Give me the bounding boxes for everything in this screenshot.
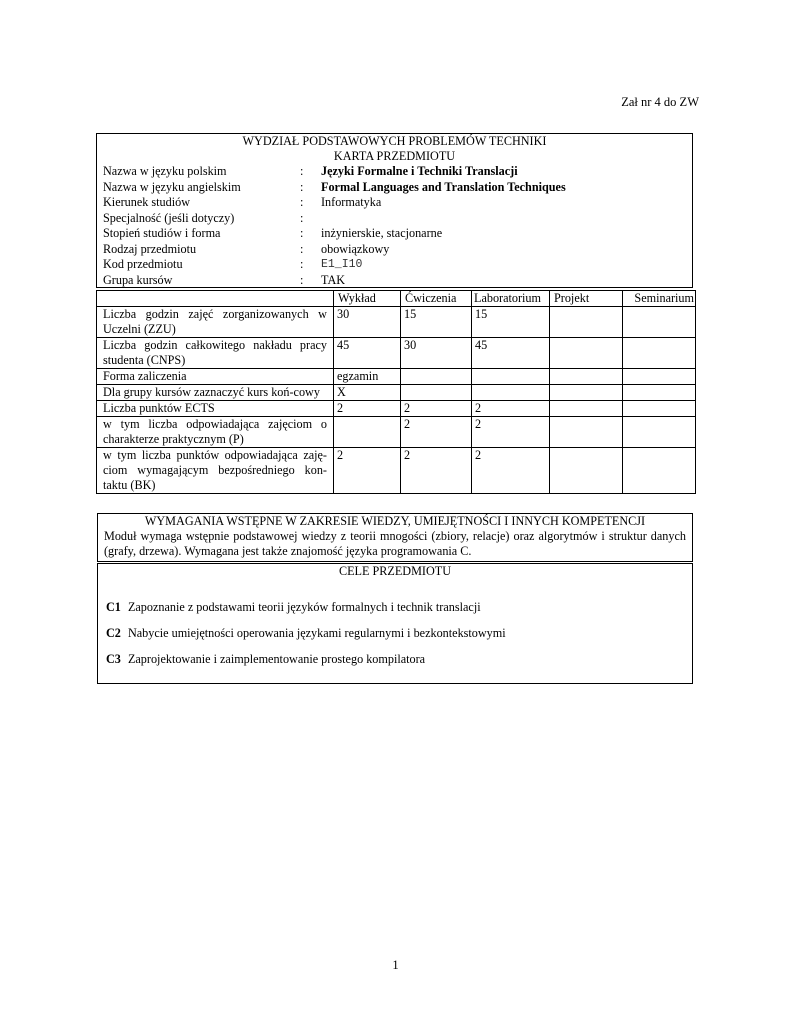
table-cell: 30: [334, 307, 401, 338]
table-cell: 15: [401, 307, 472, 338]
goal-text: Zapoznanie z podstawami teorii języków formalnych i technik translacji: [127, 600, 481, 614]
goal-code: C1: [106, 600, 121, 614]
field-course-code: [97, 257, 692, 273]
table-cell: [623, 385, 696, 401]
table-cell: [550, 448, 623, 494]
table-cell: 2: [472, 417, 550, 448]
goal-code: C2: [106, 626, 121, 640]
goal-text: Nabycie umiejętności operowania językami regularnymi i bezkontekstowymi: [127, 626, 506, 640]
row-label: Forma zaliczenia: [97, 369, 334, 385]
table-cell: 2: [401, 448, 472, 494]
field-value: Formal Languages and Translation Techniques: [321, 179, 566, 194]
field-colon: :: [300, 241, 304, 256]
field-label: Nazwa w języku angielskim: [103, 179, 241, 194]
page-number: 1: [392, 958, 399, 972]
table-row: [97, 401, 696, 417]
prerequisites-title: WYMAGANIA WSTĘPNE W ZAKRESIE WIEDZY, UMIEJĘTNOŚCI I INNYCH KOMPETENCJI: [144, 514, 646, 528]
table-cell: [401, 385, 472, 401]
field-value: Informatyka: [321, 195, 382, 209]
table-row: [97, 385, 696, 401]
table-cell: 2: [334, 448, 401, 494]
annex-label: Zał nr 4 do ZW: [621, 95, 699, 109]
field-value: TAK: [321, 272, 346, 287]
table-cell: 2: [472, 448, 550, 494]
field-label: Rodzaj przedmiotu: [103, 241, 197, 256]
table-cell: [334, 417, 401, 448]
table-cell: [623, 448, 696, 494]
column-header: Projekt: [550, 291, 623, 307]
field-label: Stopień studiów i forma: [103, 226, 221, 240]
field-value: Języki Formalne i Techniki Translacji: [321, 164, 518, 178]
field-label: Kod przedmiotu: [103, 257, 183, 271]
row-label: Dla grupy kursów zaznaczyć kurs koń-cowy: [97, 385, 334, 401]
goal-item: [106, 626, 506, 641]
field-label: Specjalność (jeśli dotyczy): [103, 210, 235, 225]
field-colon: :: [300, 195, 304, 209]
row-label: Liczba godzin całkowitego nakładu pracy studenta (CNPS): [97, 338, 334, 369]
table-cell: 30: [401, 338, 472, 369]
table-cell: egzamin: [334, 369, 401, 385]
field-colon: :: [300, 272, 304, 287]
table-cell: 2: [401, 401, 472, 417]
table-cell: [472, 369, 550, 385]
field-specialization: [97, 211, 692, 227]
table-cell: [623, 417, 696, 448]
table-row: [97, 369, 696, 385]
field-english-name: [97, 180, 692, 196]
table-cell: 15: [472, 307, 550, 338]
column-header: Wykład: [334, 291, 401, 307]
field-degree-form: [97, 226, 692, 242]
table-row: [97, 417, 696, 448]
table-cell: [623, 401, 696, 417]
field-colon: :: [300, 257, 304, 271]
goal-item: [106, 600, 481, 615]
table-cell: 45: [334, 338, 401, 369]
table-cell: 2: [401, 417, 472, 448]
goal-code: C3: [106, 652, 121, 666]
field-colon: :: [300, 179, 304, 194]
field-label: Kierunek studiów: [103, 195, 190, 209]
column-header: Seminarium: [623, 291, 696, 307]
goals-title: CELE PRZEDMIOTU: [338, 564, 452, 578]
table-row: [97, 307, 696, 338]
column-header: Laboratorium: [472, 291, 550, 307]
table-cell: X: [334, 385, 401, 401]
prerequisites-box: [97, 513, 693, 562]
field-value: inżynierskie, stacjonarne: [321, 226, 443, 240]
table-cell: [550, 417, 623, 448]
table-cell: [623, 338, 696, 369]
field-value: obowiązkowy: [321, 241, 390, 256]
table-cell: 2: [472, 401, 550, 417]
hours-table: [96, 290, 696, 494]
column-header: Ćwiczenia: [401, 291, 472, 307]
header-empty-cell: [97, 291, 334, 307]
table-cell: [550, 307, 623, 338]
field-course-group: [97, 273, 692, 289]
course-header-box: [96, 133, 693, 288]
card-title: KARTA PRZEDMIOTU: [333, 149, 456, 163]
table-cell: 2: [334, 401, 401, 417]
row-label: Liczba godzin zajęć zorganizowanych w Uczelni (ZZU): [97, 307, 334, 338]
row-label: w tym liczba odpowiadająca zajęciom o charakterze praktycznym (P): [97, 417, 334, 448]
row-label: w tym liczba punktów odpowiadająca zaję-ciom wymagającym bezpośredniego kon-taktu (BK): [97, 448, 334, 494]
goal-text: Zaprojektowanie i zaimplementowanie prostego kompilatora: [127, 652, 426, 666]
table-cell: [550, 401, 623, 417]
row-label: Liczba punktów ECTS: [97, 401, 334, 417]
field-value: E1_I10: [321, 258, 363, 271]
table-header-row: [97, 291, 696, 307]
table-cell: [550, 369, 623, 385]
table-cell: 45: [472, 338, 550, 369]
field-course-type: [97, 242, 692, 258]
table-row: [97, 338, 696, 369]
field-polish-name: [97, 164, 692, 180]
table-cell: [623, 307, 696, 338]
field-label: Grupa kursów: [103, 272, 173, 287]
goal-item: [106, 652, 425, 667]
course-goals-box: [97, 563, 693, 684]
field-colon: :: [300, 226, 304, 240]
table-cell: [401, 369, 472, 385]
table-cell: [550, 385, 623, 401]
faculty-title: WYDZIAŁ PODSTAWOWYCH PROBLEMÓW TECHNIKI: [242, 134, 547, 148]
field-major: [97, 195, 692, 211]
field-label: Nazwa w języku polskim: [103, 164, 227, 178]
table-cell: [623, 369, 696, 385]
table-cell: [550, 338, 623, 369]
prerequisites-text: Moduł wymaga wstępnie podstawowej wiedzy z teorii mnogości (zbiory, relacje) oraz algorytmów i struktur danych (grafy, drzewa). Wymagana jest także znajomość języka programowania C.: [104, 529, 686, 558]
table-row: [97, 448, 696, 494]
field-colon: :: [300, 164, 304, 178]
field-colon: :: [300, 210, 304, 225]
table-cell: [472, 385, 550, 401]
